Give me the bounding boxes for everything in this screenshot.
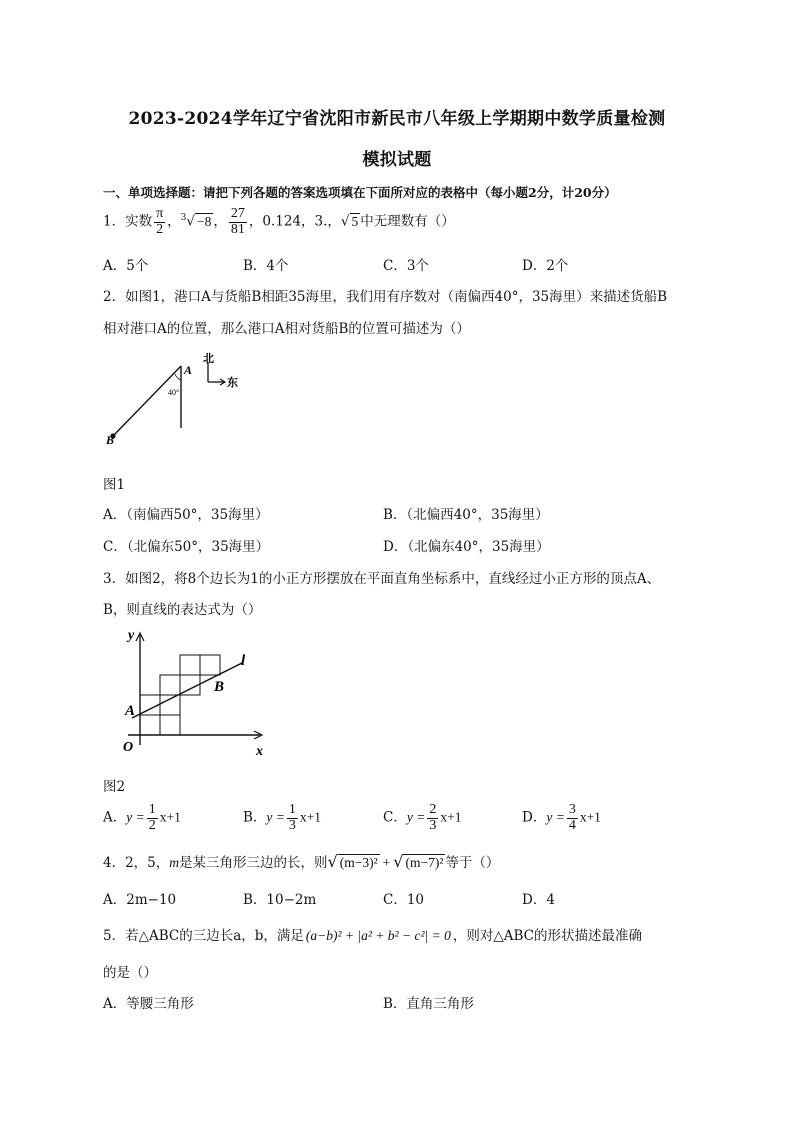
- label-l: l: [241, 653, 246, 669]
- q3-text-line1: 3．如图2，将8个边长为1的小正方形摆放在平面直角坐标系中，直线经过小正方形的顶点A、: [103, 571, 661, 587]
- label-a: A: [184, 363, 193, 377]
- q5-option-b[interactable]: B．直角三角形: [383, 996, 474, 1012]
- q2-option-d[interactable]: D．（北偏东40°，35海里）: [383, 539, 550, 555]
- square: [160, 695, 180, 715]
- exam-title-line2: 模拟试题: [362, 150, 432, 170]
- q1-sqrt-arg: 5: [351, 213, 359, 229]
- label-o: O: [123, 740, 134, 755]
- q2-text-line1: 2．如图1，港口A与货船B相距35海里，我们用有序数对（南偏西40°，35海里）来描述货船B: [103, 289, 668, 305]
- q1-option-a[interactable]: A．5个: [103, 258, 149, 274]
- q1-values: ，0.124，3.，: [248, 213, 341, 230]
- q4-option-b[interactable]: B．10−2m: [243, 892, 317, 908]
- q3-text-line2: B，则直线的表达式为（）: [103, 602, 262, 618]
- exam-title-line1: 2023-2024学年辽宁省沈阳市新民市八年级上学期期中数学质量检测: [128, 109, 666, 129]
- label-east: 东: [227, 377, 238, 389]
- square: [200, 655, 220, 675]
- q4-option-d[interactable]: D．4: [522, 892, 555, 908]
- question-1: 1．实数 $\frac{\pi}{2}$ ，$^3$√ −8 ， $\frac{27}{81}$ ，0.124，3.，√ 5 中无理数有（）: [103, 206, 455, 237]
- q5-option-a[interactable]: A．等腰三角形: [103, 996, 194, 1012]
- unit-squares: [140, 655, 220, 735]
- figure-1-diagram: [100, 350, 260, 450]
- q3-option-d[interactable]: D．y = $\frac{3}{4}$ x+1: [522, 802, 601, 833]
- q1-fraction-pi: $\frac{\pi}{2}$: [156, 206, 164, 237]
- label-b: B: [106, 433, 115, 447]
- line-l: [132, 663, 242, 718]
- q3-option-c[interactable]: C．y = $\frac{2}{3}$ x+1: [383, 802, 462, 833]
- q4-option-a[interactable]: A．2m−10: [103, 892, 177, 908]
- angle-arc: [175, 374, 181, 380]
- label-b: B: [214, 679, 225, 695]
- q5-condition-expr: (a−b)² + |a² + b² − c²| = 0: [305, 928, 451, 943]
- q4-sqrt-expr1: (m−3)²: [339, 855, 378, 870]
- q2-option-b[interactable]: B．（北偏西40°，35海里）: [383, 507, 549, 523]
- question-5-line1: 5．若△ABC的三边长a，b，满足 (a−b)² + |a² + b² − c²| = 0 ，则对△ABC的形状描述最准确: [103, 928, 642, 944]
- q1-cube-root-arg: −8: [197, 213, 212, 229]
- q3-option-b[interactable]: B．y = $\frac{1}{3}$ x+1: [243, 802, 322, 833]
- label-y: y: [128, 628, 135, 643]
- question-5-line2: 的是（）: [103, 965, 157, 981]
- q1-option-c[interactable]: C．3个: [383, 258, 429, 274]
- line-ab: [113, 366, 181, 436]
- square: [160, 715, 180, 735]
- q1-option-b[interactable]: B．4个: [243, 258, 289, 274]
- figure-2-caption: 图2: [103, 779, 126, 795]
- q2-option-a[interactable]: A．（南偏西50°，35海里）: [103, 507, 269, 523]
- q3-option-a[interactable]: A．y = $\frac{1}{2}$ x+1: [103, 802, 181, 833]
- q1-suffix: 中无理数有（）: [360, 213, 455, 230]
- square: [140, 715, 160, 735]
- q2-text-line2: 相对港口A的位置，那么港口A相对货船B的位置可描述为（）: [103, 321, 470, 337]
- label-north: 北: [203, 353, 214, 365]
- square: [180, 655, 200, 675]
- square: [160, 675, 180, 695]
- q4-sqrt-expr2: (m−7)²: [405, 855, 444, 870]
- q4-option-c[interactable]: C．10: [383, 892, 425, 908]
- q1-prefix: 1．实数: [103, 213, 153, 230]
- q1-option-d[interactable]: D．2个: [522, 258, 569, 274]
- label-x: x: [256, 744, 263, 757]
- figure-1-caption: 图1: [103, 477, 126, 493]
- angle-label: 40°: [168, 388, 180, 397]
- question-4: 4．2，5，m是某三角形三边的长，则√ (m−3)² + √ (m−7)² 等于（）: [103, 852, 500, 871]
- section-heading: 一、单项选择题：请把下列各题的答案选项填在下面所对应的表格中（每小题2分，计20分）: [103, 185, 617, 200]
- q1-fraction-27-81: $\frac{27}{81}$: [230, 206, 245, 237]
- label-a: A: [125, 703, 136, 719]
- q2-option-c[interactable]: C．（北偏东50°，35海里）: [103, 539, 270, 555]
- figure-2-diagram: [100, 625, 280, 757]
